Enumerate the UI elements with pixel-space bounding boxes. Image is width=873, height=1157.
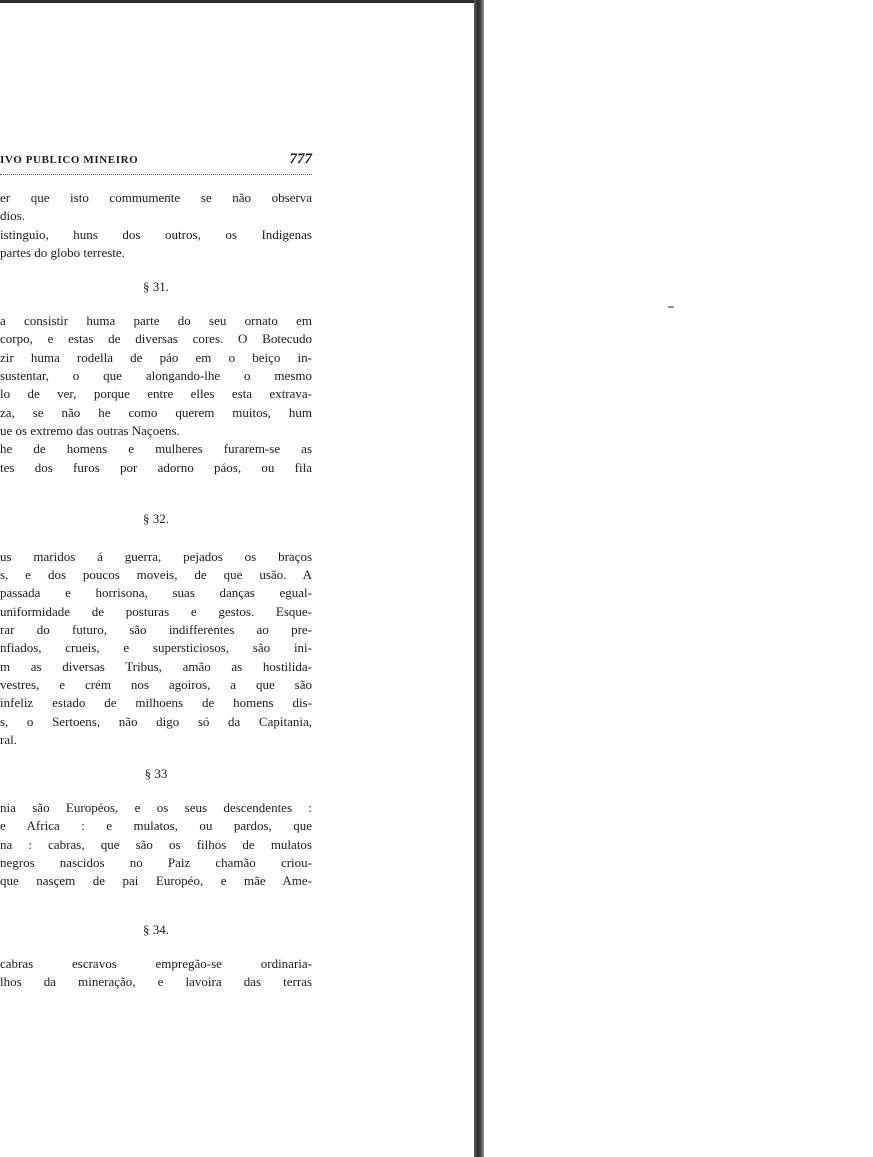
text-line: istinguio, huns dos outros, os Indigenas bbox=[0, 226, 312, 242]
text-line: nia são Européos, e os seus descendentes : bbox=[0, 800, 312, 816]
page-header bbox=[0, 152, 312, 172]
running-head: IVO PUBLICO MINEIRO bbox=[0, 154, 139, 166]
text-line: s, e dos poucos moveis, de que usão. A bbox=[0, 567, 312, 583]
text-line: rar do futuro, são indifferentes ao pre- bbox=[0, 622, 312, 638]
page-number: 777 bbox=[289, 151, 312, 167]
text-line: ral. bbox=[0, 731, 17, 747]
text-line: s, o Sertoens, não digo só da Capitania, bbox=[0, 713, 312, 729]
text-line: ue os extremo das outras Naçoens. bbox=[0, 422, 180, 438]
text-line: partes do globo terreste. bbox=[0, 244, 125, 260]
text-line: m as diversas Tribus, amão as hostilida- bbox=[0, 658, 312, 674]
text-line: cabras escravos empregão-se ordinaria- bbox=[0, 955, 312, 971]
text-line: negros nascidos no Paiz chamão criou- bbox=[0, 855, 312, 871]
text-line: a consistir huma parte do seu ornato em bbox=[0, 313, 312, 329]
section-31 bbox=[0, 278, 312, 477]
text-line: he de homens e mulheres furarem-se as bbox=[0, 441, 312, 457]
section-heading: § 31. bbox=[143, 279, 169, 295]
text-line: e Africa : e mulatos, ou pardos, que bbox=[0, 818, 312, 834]
text-line: na : cabras, que são os filhos de mulatos bbox=[0, 836, 312, 852]
paper-speck bbox=[668, 306, 674, 308]
text-line: uniformidade de posturas e gestos. Esque- bbox=[0, 603, 312, 619]
section-34 bbox=[0, 921, 312, 992]
text-line: vestres, e crém nos agoiros, a que são bbox=[0, 676, 312, 692]
section-heading: § 32. bbox=[143, 510, 169, 526]
text-line: nfiados, crueis, e supersticiosos, são ini- bbox=[0, 640, 312, 656]
text-line: passada e horrisona, suas danças egual- bbox=[0, 585, 312, 601]
section-32 bbox=[0, 510, 312, 749]
section-heading: § 34. bbox=[143, 921, 169, 937]
text-line: zir huma rodella de páo em o beiço in- bbox=[0, 349, 312, 365]
text-line: dios. bbox=[0, 208, 25, 224]
text-line: lhos da mineração, e lavoira das terras bbox=[0, 973, 312, 989]
body-text bbox=[0, 189, 312, 991]
text-line: er que isto commumente se não observa bbox=[0, 190, 312, 205]
section-33 bbox=[0, 765, 312, 890]
text-line: sustentar, o que alongando-lhe o mesmo bbox=[0, 368, 312, 384]
text-line: lo de ver, porque entre elles esta extrava- bbox=[0, 386, 312, 402]
header-dotted-rule bbox=[0, 174, 312, 175]
section-heading: § 33 bbox=[144, 766, 168, 782]
text-line: us maridos á guerra, pejados os braços bbox=[0, 548, 312, 564]
text-line: corpo, e estas de diversas cores. O Botecudo bbox=[0, 331, 312, 347]
text-line: que nasçem de pai Européo, e mãe Ame- bbox=[0, 873, 312, 889]
book-gutter-shadow bbox=[474, 0, 484, 1157]
text-line: za, se não he como querem muitos, hum bbox=[0, 404, 312, 420]
blank-facing-page bbox=[484, 0, 873, 1157]
intro-paragraph bbox=[0, 189, 312, 262]
text-line: tes dos furos por adorno páos, ou fila bbox=[0, 459, 312, 475]
text-line: infeliz estado de milhoens de homens dis- bbox=[0, 695, 312, 711]
